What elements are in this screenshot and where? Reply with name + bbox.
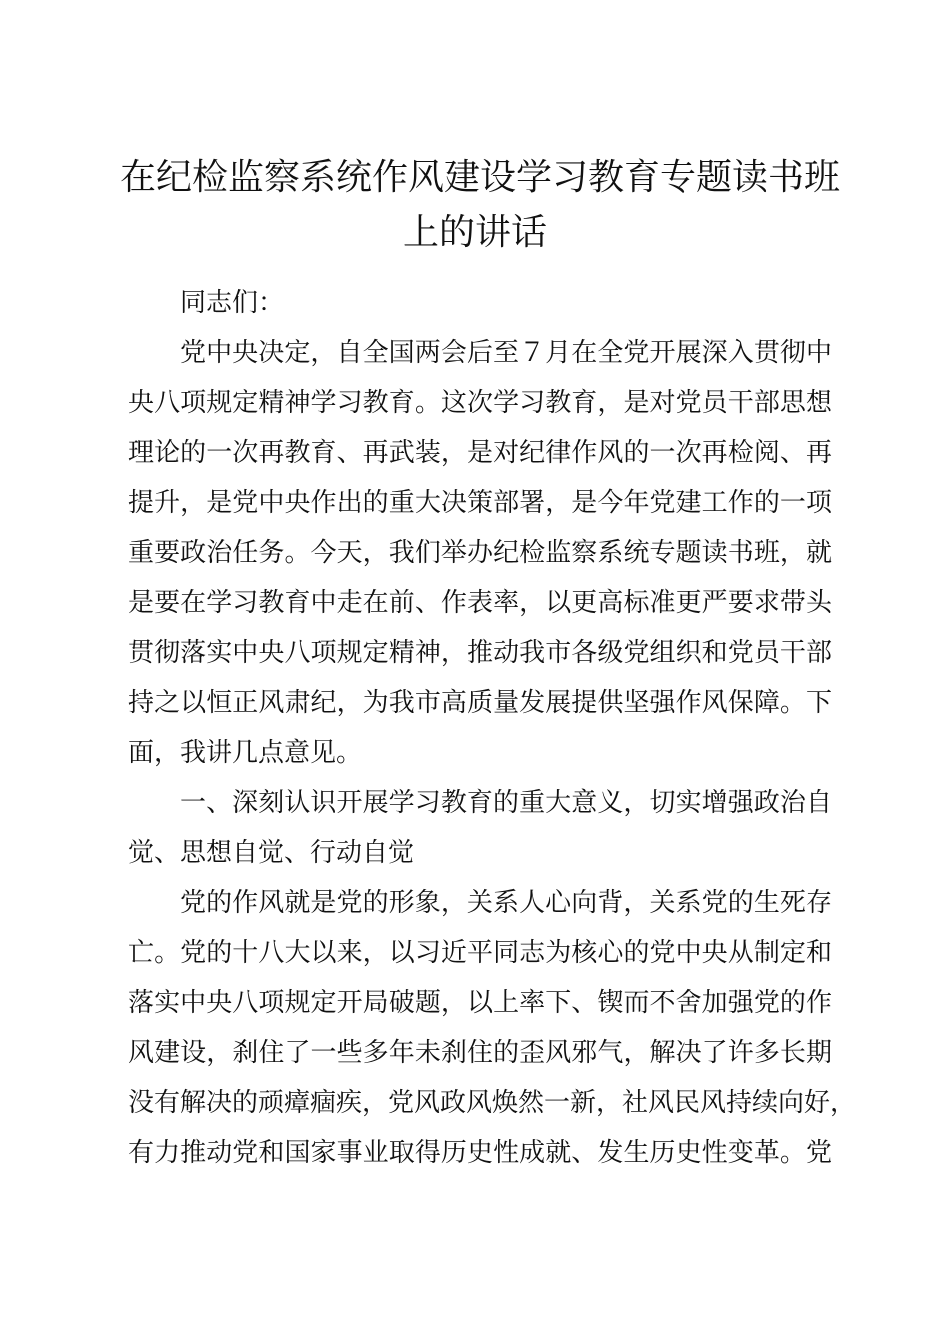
paragraph-line: 提升，是党中央作出的重大决策部署，是今年党建工作的一项 (128, 488, 832, 518)
paragraph-line: 重要政治任务。今天，我们举办纪检监察系统专题读书班，就 (128, 538, 832, 568)
paragraph-line: 面，我讲几点意见。 (128, 738, 363, 768)
paragraph-line: 亡。党的十八大以来，以习近平同志为核心的党中央从制定和 (128, 938, 832, 968)
section-heading-line: 一、深刻认识开展学习教育的重大意义，切实增强政治自 (180, 788, 832, 818)
document-title-line-2: 上的讲话 (402, 212, 547, 253)
paragraph-line: 理论的一次再教育、再武装，是对纪律作风的一次再检阅、再 (128, 438, 832, 468)
paragraph-line: 有力推动党和国家事业取得历史性成就、发生历史性变革。党 (128, 1138, 832, 1168)
paragraph-line: 党的作风就是党的形象，关系人心向背，关系党的生死存 (180, 888, 832, 918)
section-heading-line: 觉、思想自觉、行动自觉 (128, 838, 415, 868)
paragraph-line: 没有解决的顽瘴痼疾，党风政风焕然一新，社风民风持续向好， (128, 1088, 857, 1118)
paragraph-line: 党中央决定，自全国两会后至７月在全党开展深入贯彻中 (180, 338, 832, 368)
salutation: 同志们： (180, 288, 285, 318)
paragraph-line: 是要在学习教育中走在前、作表率，以更高标准更严要求带头 (128, 588, 832, 618)
paragraph-line: 风建设，刹住了一些多年未刹住的歪风邪气，解决了许多长期 (128, 1038, 832, 1068)
paragraph-line: 贯彻落实中央八项规定精神，推动我市各级党组织和党员干部 (128, 638, 832, 668)
paragraph-line: 落实中央八项规定开局破题，以上率下、锲而不舍加强党的作 (128, 988, 832, 1018)
paragraph-line: 持之以恒正风肃纪，为我市高质量发展提供坚强作风保障。下 (128, 688, 832, 718)
paragraph-line: 央八项规定精神学习教育。这次学习教育，是对党员干部思想 (128, 388, 832, 418)
document-title-line-1: 在纪检监察系统作风建设学习教育专题读书班 (120, 157, 841, 198)
